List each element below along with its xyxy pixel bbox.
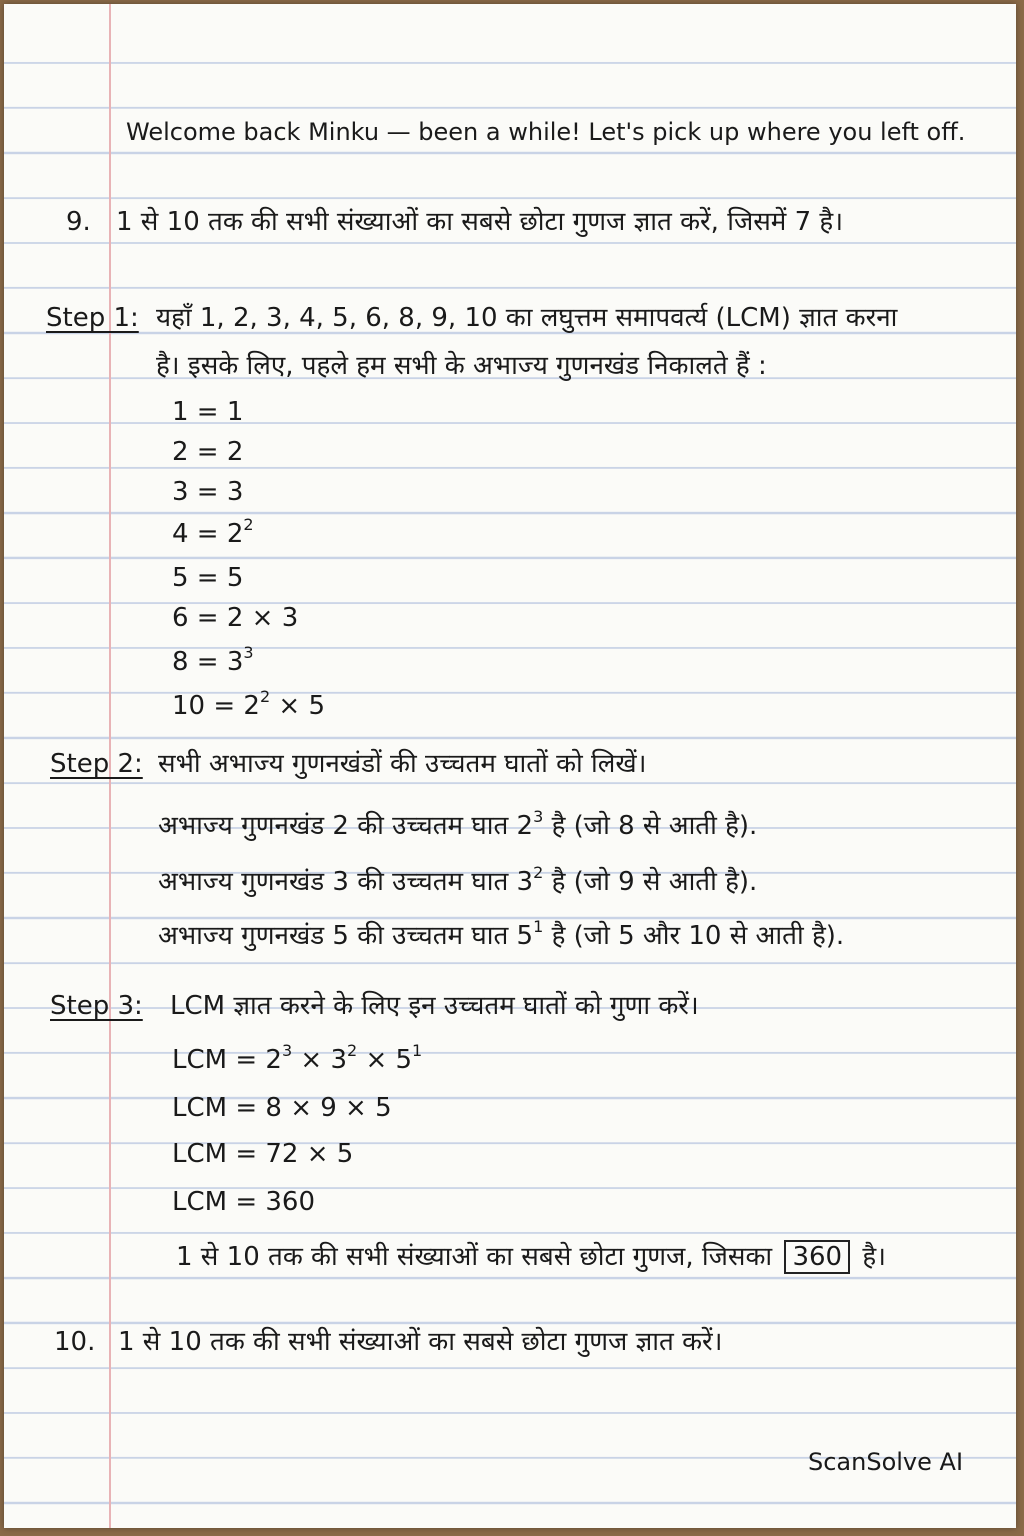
row-exponent: 1 [533, 917, 544, 936]
factor-rest: × 5 [278, 691, 325, 721]
answer-box: 360 [784, 1240, 850, 1274]
step-3-label: Step 3: [50, 991, 143, 1021]
factor-row [172, 436, 243, 468]
brand-watermark: ScanSolve AI [808, 1448, 964, 1476]
question-10-number: 10. [54, 1327, 96, 1357]
factor-text: 6 = 2 × 3 [172, 603, 299, 633]
conclusion-text: है। [862, 1242, 887, 1272]
row-exponent: 2 [533, 863, 544, 882]
notebook-page [4, 4, 1016, 1528]
eq-exponent: 2 [346, 1041, 358, 1060]
row-exponent: 3 [533, 807, 544, 826]
step-2-row [158, 807, 758, 842]
step-2-label: Step 2: [50, 749, 143, 779]
factor-text: 4 = 2 [172, 519, 244, 549]
factor-text: 3 = 3 [172, 477, 244, 507]
eq-exponent: 3 [281, 1041, 293, 1060]
lcm-equation-1 [172, 1041, 423, 1076]
question-9-number: 9. [66, 207, 91, 237]
lcm-equation-3: LCM = 72 × 5 [172, 1139, 354, 1169]
factor-row [172, 602, 298, 634]
conclusion-text: 1 से 10 तक की सभी संख्याओं का सबसे छोटा गुणज, जिसका [176, 1242, 773, 1272]
factor-exponent: 2 [243, 515, 254, 534]
step-1-line-1: यहाँ 1, 2, 3, 4, 5, 6, 8, 9, 10 का लघुत्तम समापवर्त्य (LCM) ज्ञात करना [156, 303, 898, 333]
step-1-line-2: है। इसके लिए, पहले हम सभी के अभाज्य गुणनखंड निकालते हैं : [156, 351, 767, 381]
step-2-row [158, 863, 758, 898]
eq-part: LCM = 2 [172, 1045, 282, 1075]
factor-text: 1 = 1 [172, 397, 244, 427]
eq-exponent: 1 [412, 1041, 423, 1060]
eq-part: × 3 [300, 1045, 347, 1075]
row-text: है (जो 8 से आती है). [551, 811, 758, 841]
row-text: अभाज्य गुणनखंड 3 की उच्चतम घात 3 [158, 867, 534, 897]
row-text: अभाज्य गुणनखंड 5 की उच्चतम घात 5 [158, 921, 534, 951]
factor-text: 10 = 2 [172, 691, 260, 721]
factor-text: 8 = 3 [172, 647, 244, 677]
factor-text: 2 = 2 [172, 437, 244, 467]
lcm-equation-2: LCM = 8 × 9 × 5 [172, 1093, 392, 1123]
step-2-line-1: सभी अभाज्य गुणनखंडों की उच्चतम घातों को लिखें। [158, 749, 647, 779]
greeting-text: Welcome back Minku — been a while! Let's pick up where you left off. [126, 118, 966, 146]
question-10-text: 1 से 10 तक की सभी संख्याओं का सबसे छोटा गुणज ज्ञात करें। [118, 1327, 723, 1357]
factor-exponent: 2 [259, 687, 271, 706]
factor-exponent: 3 [243, 643, 254, 662]
factor-row [172, 643, 254, 678]
row-text: अभाज्य गुणनखंड 2 की उच्चतम घात 2 [158, 811, 534, 841]
factor-text: 5 = 5 [172, 563, 244, 593]
factor-row [172, 515, 254, 550]
question-9-text: 1 से 10 तक की सभी संख्याओं का सबसे छोटा गुणज ज्ञात करें, जिसमें 7 है। [116, 207, 844, 237]
lcm-equation-4: LCM = 360 [172, 1187, 316, 1217]
factor-row [172, 396, 243, 428]
factor-row [172, 476, 243, 508]
factor-row [172, 687, 325, 722]
factor-row [172, 562, 243, 594]
step-3-line-1: LCM ज्ञात करने के लिए इन उच्चतम घातों को गुणा करें। [170, 991, 699, 1021]
step-1-label: Step 1: [46, 303, 139, 333]
conclusion-line [176, 1240, 886, 1274]
step-2-row [158, 917, 845, 952]
row-text: है (जो 9 से आती है). [551, 867, 758, 897]
eq-part: × 5 [365, 1045, 413, 1075]
row-text: है (जो 5 और 10 से आती है). [551, 921, 845, 951]
